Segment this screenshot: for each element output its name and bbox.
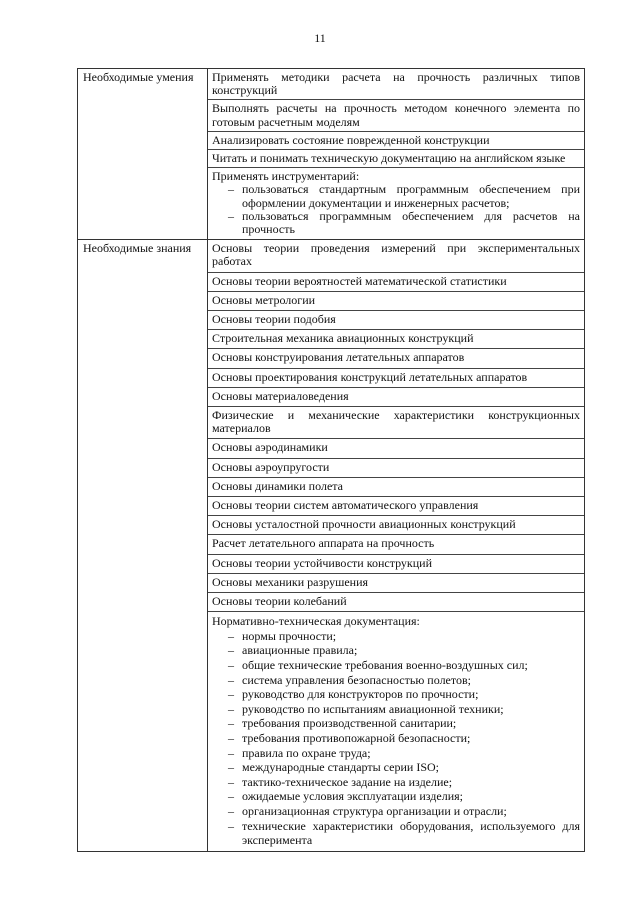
dash-bullet: –: [228, 672, 234, 687]
dash-bullet: –: [228, 182, 234, 197]
page-number: 11: [314, 31, 326, 45]
subitem-text: авиационные правила;: [242, 643, 358, 658]
dash-bullet: –: [228, 716, 234, 731]
subitem-text: пользоваться программным обеспечением для расчетов на прочность: [242, 208, 580, 237]
dash-bullet: –: [228, 208, 234, 223]
knowledge-item: Основы теории систем автоматического управления: [208, 497, 584, 516]
knowledge-row: [78, 240, 585, 852]
knowledge-item: Основы теории устойчивости конструкций: [208, 555, 584, 574]
skill-item: Читать и понимать техническую документацию на английском языке: [208, 150, 584, 168]
docs-subitem: [212, 819, 580, 848]
subitem-text: ожидаемые условия эксплуатации изделия;: [242, 789, 463, 804]
skill-tools-subitem: [212, 210, 580, 236]
docs-subitem: [212, 731, 580, 746]
knowledge-docs-title: Нормативно-техническая документация:: [212, 614, 420, 629]
docs-subitem: [212, 687, 580, 702]
subitem-text: требования производственной санитарии;: [242, 716, 457, 731]
dash-bullet: –: [228, 804, 234, 819]
subitem-text: пользоваться стандартным программным обеспечением при оформлении документации и инженерных расчетов;: [242, 182, 580, 210]
docs-subitem: [212, 775, 580, 790]
dash-bullet: –: [228, 789, 234, 804]
skills-row: [78, 69, 585, 240]
knowledge-item: Физические и механические характеристики конструкционных материалов: [208, 407, 584, 439]
dash-bullet: –: [228, 731, 234, 746]
dash-bullet: –: [228, 643, 234, 658]
knowledge-item: Основы конструирования летательных аппаратов: [208, 349, 584, 368]
knowledge-item: Основы теории вероятностей математической статистики: [208, 273, 584, 292]
skill-item: Выполнять расчеты на прочность методом конечного элемента по готовым расчетным моделям: [208, 100, 584, 131]
docs-subitem: [212, 658, 580, 673]
subitem-text: международные стандарты серии ISO;: [242, 760, 439, 775]
dash-bullet: –: [228, 628, 234, 643]
subitem-text: организационная структура организации и отрасли;: [242, 804, 507, 819]
skill-item: Применять методики расчета на прочность различных типов конструкций: [208, 69, 584, 100]
docs-subitem: [212, 629, 580, 644]
subitem-text: общие технические требования военно-воздушных сил;: [242, 658, 528, 673]
dash-bullet: –: [228, 774, 234, 789]
subitem-text: руководство по испытаниям авиационной техники;: [242, 701, 504, 716]
knowledge-item: Основы теории подобия: [208, 311, 584, 330]
subitem-text: руководство для конструкторов по прочности;: [242, 687, 479, 702]
knowledge-item: Основы усталостной прочности авиационных конструкций: [208, 516, 584, 535]
docs-subitem: [212, 789, 580, 804]
knowledge-item: Основы динамики полета: [208, 478, 584, 497]
knowledge-items: [208, 240, 585, 852]
knowledge-item: Расчет летательного аппарата на прочность: [208, 535, 584, 554]
subitem-text: правила по охране труда;: [242, 745, 371, 760]
skill-tools-subitem: [212, 183, 580, 209]
docs-subitem: [212, 760, 580, 775]
skill-tools-item: [208, 168, 584, 239]
dash-bullet: –: [228, 745, 234, 760]
skill-tools-title: Применять инструментарий:: [212, 169, 360, 184]
docs-subitem: [212, 746, 580, 761]
dash-bullet: –: [228, 687, 234, 702]
knowledge-item: Основы проектирования конструкций летательных аппаратов: [208, 369, 584, 388]
knowledge-label: Необходимые знания: [78, 240, 208, 852]
subitem-text: технические характеристики оборудования, используемого для эксперимента: [242, 818, 580, 848]
competency-table: [77, 68, 585, 852]
knowledge-item: Основы аэродинамики: [208, 439, 584, 458]
knowledge-item: Основы теории проведения измерений при экспериментальных работах: [208, 240, 584, 272]
docs-subitem: [212, 702, 580, 717]
docs-subitem: [212, 804, 580, 819]
dash-bullet: –: [228, 658, 234, 673]
knowledge-item: Основы метрологии: [208, 292, 584, 311]
dash-bullet: –: [228, 701, 234, 716]
subitem-text: требования противопожарной безопасности;: [242, 731, 471, 746]
dash-bullet: –: [228, 818, 234, 833]
skill-item: Анализировать состояние поврежденной конструкции: [208, 132, 584, 150]
knowledge-item: Основы материаловедения: [208, 388, 584, 407]
subitem-text: нормы прочности;: [242, 628, 337, 643]
knowledge-item: Строительная механика авиационных конструкций: [208, 330, 584, 349]
knowledge-item: Основы теории колебаний: [208, 593, 584, 612]
skills-items: [208, 69, 585, 240]
docs-subitem: [212, 716, 580, 731]
dash-bullet: –: [228, 760, 234, 775]
skills-label: Необходимые умения: [78, 69, 208, 240]
docs-subitem: [212, 673, 580, 688]
knowledge-docs-item: [208, 612, 584, 851]
knowledge-item: Основы аэроупругости: [208, 459, 584, 478]
knowledge-item: Основы механики разрушения: [208, 574, 584, 593]
subitem-text: система управления безопасностью полетов;: [242, 672, 471, 687]
docs-subitem: [212, 643, 580, 658]
subitem-text: тактико-техническое задание на изделие;: [242, 774, 453, 789]
